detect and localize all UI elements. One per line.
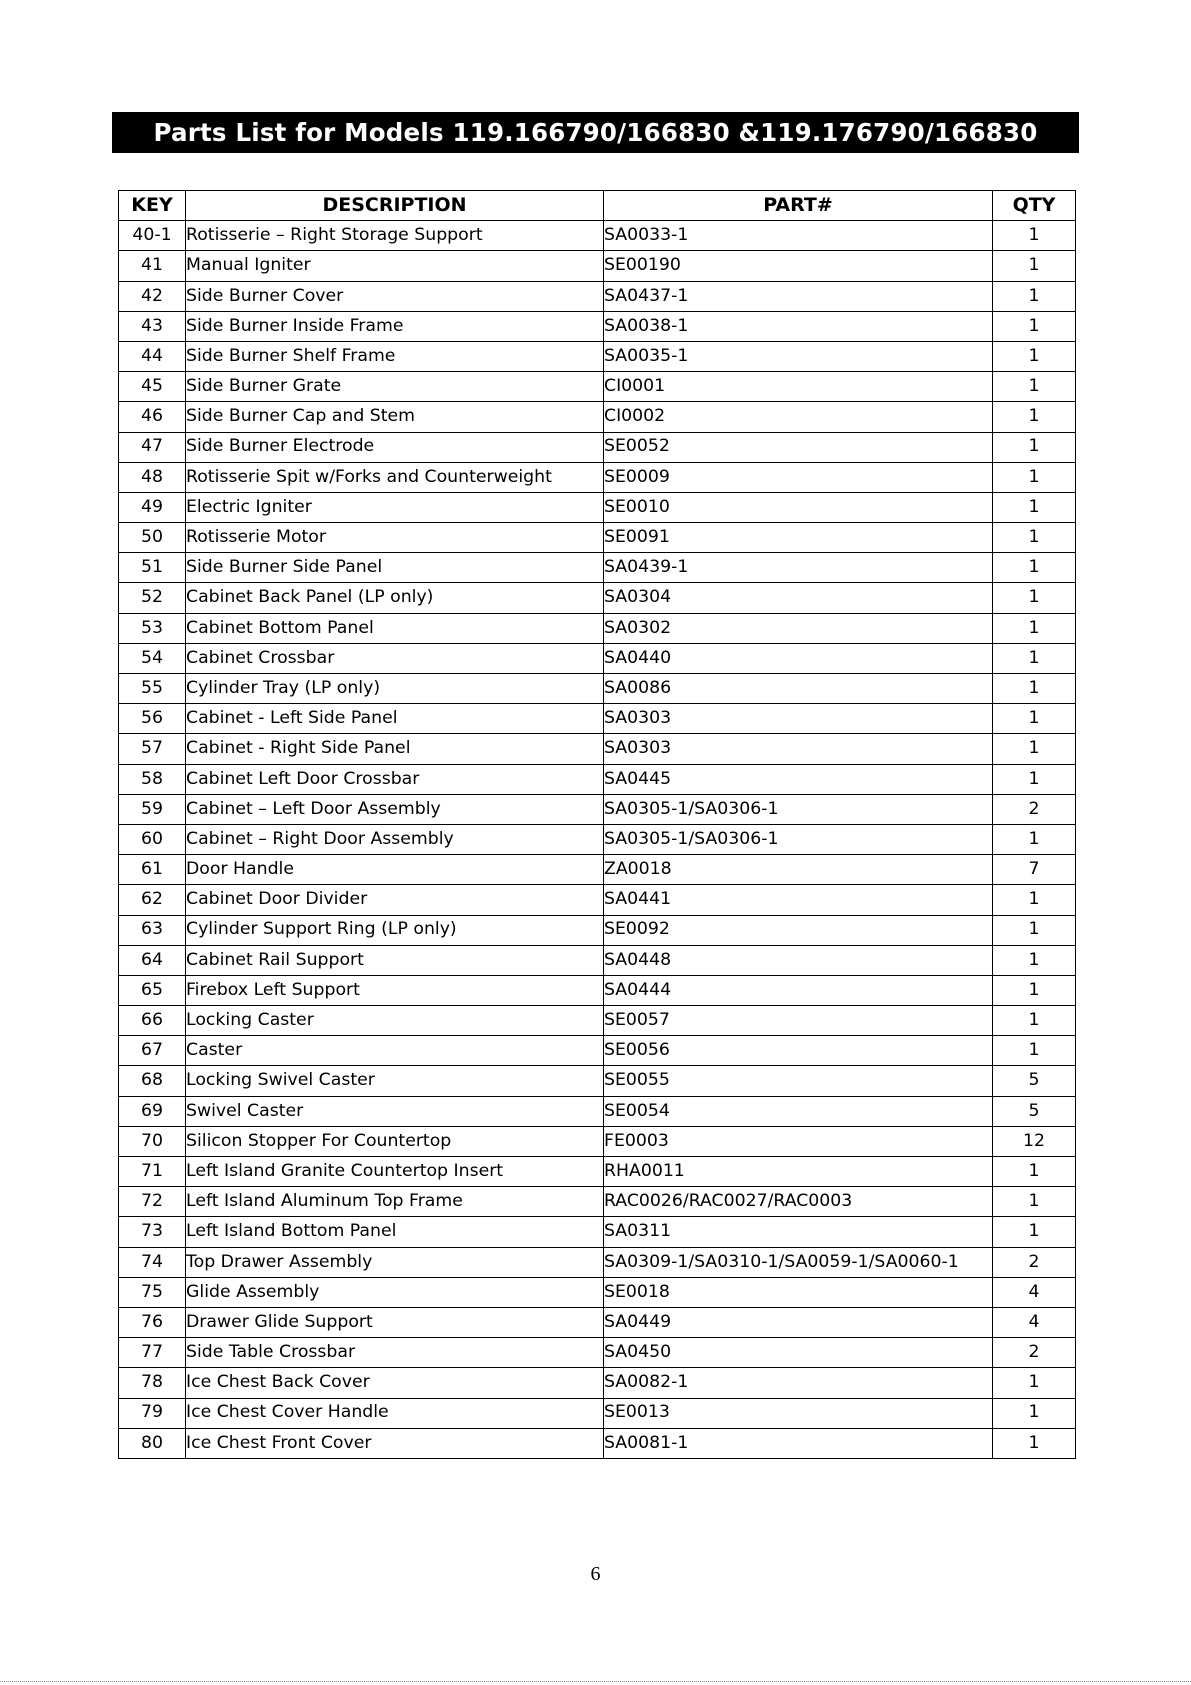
cell-qty: 5	[993, 1096, 1076, 1126]
cell-part-number: SA0439-1	[604, 553, 993, 583]
cell-qty: 1	[993, 251, 1076, 281]
cell-qty: 1	[993, 643, 1076, 673]
cell-qty: 1	[993, 1036, 1076, 1066]
cell-description: Rotisserie Motor	[186, 523, 604, 553]
cell-key: 60	[119, 824, 186, 854]
cell-key: 46	[119, 402, 186, 432]
cell-key: 72	[119, 1187, 186, 1217]
cell-qty: 1	[993, 492, 1076, 522]
parts-table	[118, 190, 1076, 1459]
table-row	[119, 432, 1076, 462]
cell-qty: 1	[993, 1187, 1076, 1217]
cell-part-number: SA0305-1/SA0306-1	[604, 794, 993, 824]
cell-qty: 1	[993, 613, 1076, 643]
header-description: DESCRIPTION	[186, 191, 604, 221]
cell-key: 47	[119, 432, 186, 462]
cell-qty: 1	[993, 1428, 1076, 1458]
table-row	[119, 1036, 1076, 1066]
table-row	[119, 613, 1076, 643]
table-row	[119, 794, 1076, 824]
cell-description: Side Burner Shelf Frame	[186, 341, 604, 371]
cell-key: 53	[119, 613, 186, 643]
table-row	[119, 1277, 1076, 1307]
cell-qty: 1	[993, 704, 1076, 734]
cell-part-number: SE0052	[604, 432, 993, 462]
cell-part-number: SA0449	[604, 1307, 993, 1337]
cell-part-number: CI0001	[604, 372, 993, 402]
cell-part-number: ZA0018	[604, 855, 993, 885]
cell-key: 63	[119, 915, 186, 945]
cell-key: 74	[119, 1247, 186, 1277]
table-row	[119, 674, 1076, 704]
table-row	[119, 975, 1076, 1005]
cell-description: Cylinder Support Ring (LP only)	[186, 915, 604, 945]
cell-key: 43	[119, 311, 186, 341]
table-row	[119, 704, 1076, 734]
cell-description: Cabinet Crossbar	[186, 643, 604, 673]
table-row	[119, 1217, 1076, 1247]
cell-qty: 1	[993, 1157, 1076, 1187]
cell-description: Cabinet Door Divider	[186, 885, 604, 915]
cell-part-number: SA0082-1	[604, 1368, 993, 1398]
cell-key: 58	[119, 764, 186, 794]
cell-description: Side Burner Grate	[186, 372, 604, 402]
cell-key: 80	[119, 1428, 186, 1458]
cell-description: Door Handle	[186, 855, 604, 885]
cell-part-number: SA0450	[604, 1338, 993, 1368]
table-row	[119, 1096, 1076, 1126]
cell-key: 67	[119, 1036, 186, 1066]
cell-part-number: SE0054	[604, 1096, 993, 1126]
cell-key: 65	[119, 975, 186, 1005]
cell-key: 59	[119, 794, 186, 824]
cell-qty: 12	[993, 1126, 1076, 1156]
cell-description: Left Island Granite Countertop Insert	[186, 1157, 604, 1187]
cell-part-number: SE0091	[604, 523, 993, 553]
cell-key: 48	[119, 462, 186, 492]
cell-part-number: SE00190	[604, 251, 993, 281]
cell-part-number: SE0092	[604, 915, 993, 945]
cell-key: 40-1	[119, 221, 186, 251]
cell-qty: 1	[993, 402, 1076, 432]
cell-description: Cabinet Back Panel (LP only)	[186, 583, 604, 613]
cell-key: 42	[119, 281, 186, 311]
cell-qty: 1	[993, 583, 1076, 613]
cell-part-number: SA0033-1	[604, 221, 993, 251]
table-row	[119, 764, 1076, 794]
table-row	[119, 1187, 1076, 1217]
cell-description: Electric Igniter	[186, 492, 604, 522]
cell-qty: 1	[993, 764, 1076, 794]
cell-description: Ice Chest Back Cover	[186, 1368, 604, 1398]
cell-description: Left Island Bottom Panel	[186, 1217, 604, 1247]
cell-description: Cabinet Bottom Panel	[186, 613, 604, 643]
cell-part-number: SE0056	[604, 1036, 993, 1066]
page-title: Parts List for Models 119.166790/166830 &119.176790/166830	[112, 112, 1079, 153]
table-row	[119, 1398, 1076, 1428]
cell-qty: 1	[993, 824, 1076, 854]
cell-qty: 1	[993, 915, 1076, 945]
cell-qty: 5	[993, 1066, 1076, 1096]
cell-description: Side Table Crossbar	[186, 1338, 604, 1368]
cell-key: 75	[119, 1277, 186, 1307]
cell-description: Top Drawer Assembly	[186, 1247, 604, 1277]
table-row	[119, 1307, 1076, 1337]
cell-description: Side Burner Electrode	[186, 432, 604, 462]
cell-key: 79	[119, 1398, 186, 1428]
cell-key: 44	[119, 341, 186, 371]
cell-description: Locking Caster	[186, 1006, 604, 1036]
cell-qty: 1	[993, 975, 1076, 1005]
cell-key: 68	[119, 1066, 186, 1096]
page-number: 6	[590, 1563, 601, 1585]
table-row	[119, 1066, 1076, 1096]
table-row	[119, 341, 1076, 371]
cell-part-number: SA0440	[604, 643, 993, 673]
cell-part-number: SA0445	[604, 764, 993, 794]
cell-key: 56	[119, 704, 186, 734]
table-row	[119, 1428, 1076, 1458]
cell-key: 51	[119, 553, 186, 583]
cell-part-number: RAC0026/RAC0027/RAC0003	[604, 1187, 993, 1217]
cell-part-number: SE0013	[604, 1398, 993, 1428]
cell-part-number: CI0002	[604, 402, 993, 432]
table-row	[119, 885, 1076, 915]
cell-key: 66	[119, 1006, 186, 1036]
table-row	[119, 402, 1076, 432]
cell-qty: 1	[993, 372, 1076, 402]
cell-part-number: SA0311	[604, 1217, 993, 1247]
table-row	[119, 281, 1076, 311]
cell-key: 78	[119, 1368, 186, 1398]
cell-description: Caster	[186, 1036, 604, 1066]
cell-part-number: SE0018	[604, 1277, 993, 1307]
cell-qty: 1	[993, 734, 1076, 764]
cell-qty: 1	[993, 1368, 1076, 1398]
cell-key: 77	[119, 1338, 186, 1368]
cell-description: Rotisserie Spit w/Forks and Counterweight	[186, 462, 604, 492]
cell-part-number: FE0003	[604, 1126, 993, 1156]
cell-part-number: SE0057	[604, 1006, 993, 1036]
cell-description: Cabinet - Right Side Panel	[186, 734, 604, 764]
cell-key: 41	[119, 251, 186, 281]
cell-qty: 1	[993, 341, 1076, 371]
table-row	[119, 1338, 1076, 1368]
cell-description: Side Burner Side Panel	[186, 553, 604, 583]
cell-description: Rotisserie – Right Storage Support	[186, 221, 604, 251]
cell-qty: 1	[993, 311, 1076, 341]
cell-description: Cylinder Tray (LP only)	[186, 674, 604, 704]
cell-part-number: SE0055	[604, 1066, 993, 1096]
cell-qty: 1	[993, 1006, 1076, 1036]
cell-description: Cabinet – Right Door Assembly	[186, 824, 604, 854]
cell-part-number: RHA0011	[604, 1157, 993, 1187]
cell-description: Side Burner Cap and Stem	[186, 402, 604, 432]
table-row	[119, 492, 1076, 522]
cell-key: 61	[119, 855, 186, 885]
header-key: KEY	[119, 191, 186, 221]
cell-key: 57	[119, 734, 186, 764]
cell-description: Cabinet - Left Side Panel	[186, 704, 604, 734]
table-row	[119, 643, 1076, 673]
table-row	[119, 1368, 1076, 1398]
table-row	[119, 311, 1076, 341]
cell-qty: 1	[993, 1217, 1076, 1247]
cell-part-number: SA0304	[604, 583, 993, 613]
cell-qty: 4	[993, 1307, 1076, 1337]
cell-description: Ice Chest Cover Handle	[186, 1398, 604, 1428]
cell-part-number: SA0038-1	[604, 311, 993, 341]
table-row	[119, 251, 1076, 281]
cell-part-number: SA0303	[604, 734, 993, 764]
table-row	[119, 1157, 1076, 1187]
cell-description: Manual Igniter	[186, 251, 604, 281]
table-header-row	[119, 191, 1076, 221]
cell-qty: 1	[993, 221, 1076, 251]
header-qty: QTY	[993, 191, 1076, 221]
table-row	[119, 1006, 1076, 1036]
cell-qty: 2	[993, 1247, 1076, 1277]
cell-part-number: SA0437-1	[604, 281, 993, 311]
cell-part-number: SA0303	[604, 704, 993, 734]
table-row	[119, 734, 1076, 764]
cell-part-number: SE0009	[604, 462, 993, 492]
bottom-divider	[0, 1681, 1191, 1682]
table-row	[119, 1247, 1076, 1277]
cell-part-number: SA0302	[604, 613, 993, 643]
cell-part-number: SA0305-1/SA0306-1	[604, 824, 993, 854]
cell-part-number: SE0010	[604, 492, 993, 522]
cell-key: 45	[119, 372, 186, 402]
cell-description: Cabinet Left Door Crossbar	[186, 764, 604, 794]
table-row	[119, 1126, 1076, 1156]
cell-qty: 1	[993, 462, 1076, 492]
cell-part-number: SA0035-1	[604, 341, 993, 371]
cell-key: 55	[119, 674, 186, 704]
cell-qty: 1	[993, 281, 1076, 311]
cell-key: 50	[119, 523, 186, 553]
cell-key: 73	[119, 1217, 186, 1247]
cell-description: Left Island Aluminum Top Frame	[186, 1187, 604, 1217]
cell-part-number: SA0441	[604, 885, 993, 915]
cell-key: 76	[119, 1307, 186, 1337]
table-row	[119, 372, 1076, 402]
cell-description: Firebox Left Support	[186, 975, 604, 1005]
table-row	[119, 915, 1076, 945]
cell-key: 52	[119, 583, 186, 613]
table-row	[119, 583, 1076, 613]
cell-qty: 2	[993, 1338, 1076, 1368]
cell-qty: 2	[993, 794, 1076, 824]
header-part-number: PART#	[604, 191, 993, 221]
cell-key: 64	[119, 945, 186, 975]
table-row	[119, 945, 1076, 975]
table-row	[119, 221, 1076, 251]
table-row	[119, 553, 1076, 583]
cell-qty: 1	[993, 945, 1076, 975]
cell-part-number: SA0081-1	[604, 1428, 993, 1458]
cell-key: 71	[119, 1157, 186, 1187]
cell-part-number: SA0444	[604, 975, 993, 1005]
table-row	[119, 523, 1076, 553]
cell-description: Swivel Caster	[186, 1096, 604, 1126]
cell-qty: 4	[993, 1277, 1076, 1307]
cell-key: 69	[119, 1096, 186, 1126]
cell-qty: 1	[993, 674, 1076, 704]
cell-description: Ice Chest Front Cover	[186, 1428, 604, 1458]
cell-part-number: SA0086	[604, 674, 993, 704]
cell-key: 49	[119, 492, 186, 522]
cell-description: Drawer Glide Support	[186, 1307, 604, 1337]
cell-description: Side Burner Inside Frame	[186, 311, 604, 341]
table-row	[119, 855, 1076, 885]
cell-description: Glide Assembly	[186, 1277, 604, 1307]
cell-part-number: SA0309-1/SA0310-1/SA0059-1/SA0060-1	[604, 1247, 993, 1277]
cell-description: Cabinet Rail Support	[186, 945, 604, 975]
cell-key: 54	[119, 643, 186, 673]
cell-description: Side Burner Cover	[186, 281, 604, 311]
table-row	[119, 462, 1076, 492]
cell-part-number: SA0448	[604, 945, 993, 975]
cell-qty: 1	[993, 523, 1076, 553]
parts-table-body	[119, 221, 1076, 1459]
cell-qty: 1	[993, 553, 1076, 583]
cell-qty: 1	[993, 432, 1076, 462]
cell-qty: 7	[993, 855, 1076, 885]
cell-key: 62	[119, 885, 186, 915]
cell-description: Silicon Stopper For Countertop	[186, 1126, 604, 1156]
cell-qty: 1	[993, 1398, 1076, 1428]
cell-qty: 1	[993, 885, 1076, 915]
cell-description: Cabinet – Left Door Assembly	[186, 794, 604, 824]
cell-description: Locking Swivel Caster	[186, 1066, 604, 1096]
cell-key: 70	[119, 1126, 186, 1156]
table-row	[119, 824, 1076, 854]
